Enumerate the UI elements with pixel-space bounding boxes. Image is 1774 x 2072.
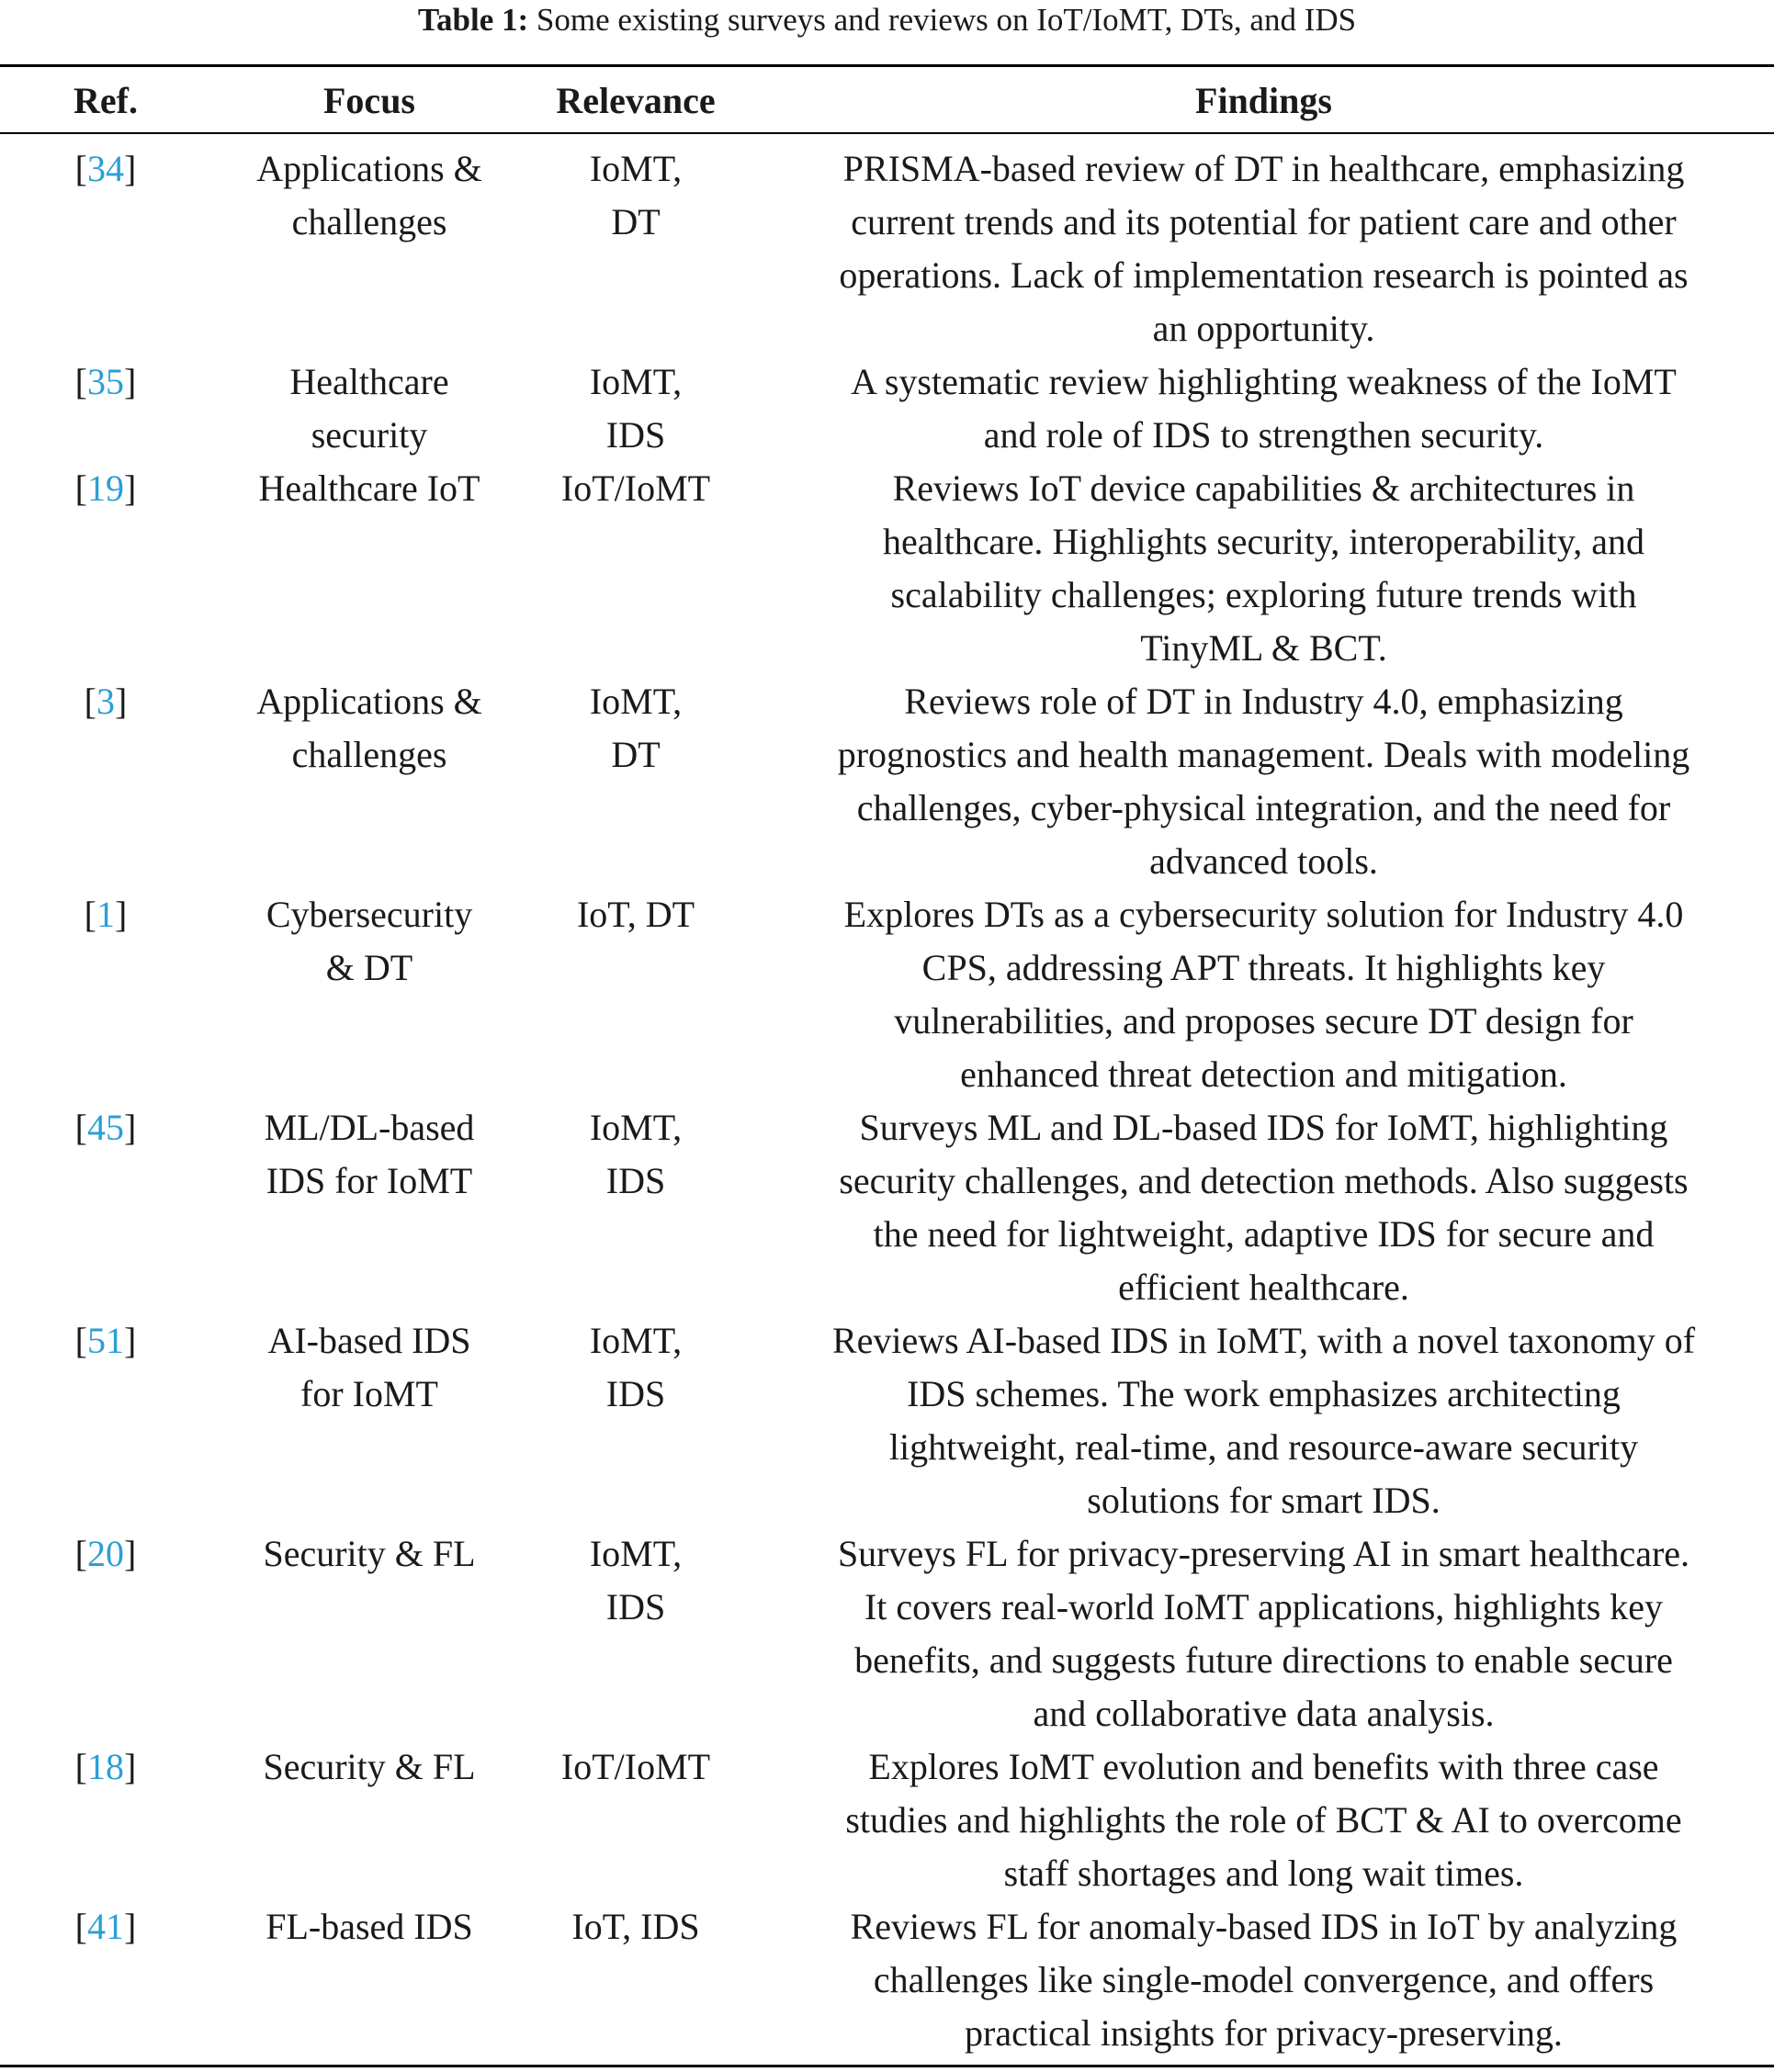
relevance-cell-line: DT xyxy=(611,734,661,775)
ref-cell xyxy=(41,888,170,941)
findings-cell-line: CPS, addressing APT threats. It highlights key xyxy=(921,947,1606,988)
relevance-cell-line: IoMT, xyxy=(589,1533,683,1574)
citation-link[interactable]: 51 xyxy=(87,1320,124,1361)
relevance-cell-line: IoMT, xyxy=(589,148,683,189)
focus-cell xyxy=(220,1527,518,1581)
ref-cell xyxy=(41,1527,170,1581)
findings-cell xyxy=(753,142,1774,355)
relevance-cell-line: IoT/IoMT xyxy=(560,467,711,509)
bracket-close: ] xyxy=(115,681,128,722)
findings-cell-line: PRISMA-based review of DT in healthcare, emphasizing xyxy=(842,148,1685,189)
citation-link[interactable]: 1 xyxy=(96,894,115,935)
table-caption-text: Some existing surveys and reviews on IoT/IoMT, DTs, and IDS xyxy=(536,2,1357,38)
findings-cell-line: advanced tools. xyxy=(1149,840,1378,882)
focus-cell-line: challenges xyxy=(291,734,447,775)
focus-cell-line: Applications & xyxy=(256,681,482,722)
findings-cell-line: A systematic review highlighting weakness of the IoMT xyxy=(851,361,1677,402)
findings-cell-line: benefits, and suggests future directions to enable secure xyxy=(854,1639,1673,1681)
citation-link[interactable]: 18 xyxy=(87,1746,124,1787)
bracket-close: ] xyxy=(124,361,137,402)
relevance-cell-line: IoT/IoMT xyxy=(560,1746,711,1787)
relevance-cell xyxy=(527,888,744,941)
bracket-close: ] xyxy=(124,467,137,509)
citation-link[interactable]: 3 xyxy=(96,681,115,722)
relevance-cell xyxy=(527,462,744,515)
findings-cell xyxy=(753,355,1774,462)
focus-cell-line: security xyxy=(311,414,428,456)
focus-cell-line: Healthcare IoT xyxy=(258,467,480,509)
findings-cell-line: TinyML & BCT. xyxy=(1140,627,1387,669)
citation-link[interactable]: 35 xyxy=(87,361,124,402)
header-rule xyxy=(0,132,1774,134)
bracket-open: [ xyxy=(74,1320,87,1361)
bottom-rule xyxy=(0,2065,1774,2067)
findings-cell-line: security challenges, and detection methods. Also suggests xyxy=(839,1160,1689,1201)
findings-cell-line: Reviews AI-based IDS in IoMT, with a novel taxonomy of xyxy=(831,1320,1696,1361)
focus-cell-line: ML/DL-based xyxy=(264,1107,475,1148)
citation-link[interactable]: 45 xyxy=(87,1107,124,1148)
findings-cell-line: challenges, cyber-physical integration, and the need for xyxy=(856,787,1671,828)
focus-cell-line: Cybersecurity xyxy=(266,894,473,935)
bracket-close: ] xyxy=(124,1107,137,1148)
bracket-close: ] xyxy=(124,148,137,189)
findings-cell-line: IDS schemes. The work emphasizes architecting xyxy=(907,1373,1621,1414)
findings-cell xyxy=(753,1314,1774,1527)
findings-cell xyxy=(753,888,1774,1101)
findings-cell xyxy=(753,1900,1774,2060)
findings-cell-line: Surveys FL for privacy-preserving AI in smart healthcare. xyxy=(837,1533,1690,1574)
focus-cell-line: Security & FL xyxy=(263,1746,476,1787)
ref-cell xyxy=(41,142,170,196)
findings-cell-line: and collaborative data analysis. xyxy=(1033,1693,1495,1734)
focus-cell xyxy=(220,355,518,462)
bracket-open: [ xyxy=(74,361,87,402)
bracket-open: [ xyxy=(74,1533,87,1574)
findings-cell-line: and role of IDS to strengthen security. xyxy=(983,414,1544,456)
findings-cell xyxy=(753,462,1774,675)
citation-link[interactable]: 19 xyxy=(87,467,124,509)
table-caption xyxy=(0,2,1774,39)
citation-link[interactable]: 20 xyxy=(87,1533,124,1574)
findings-cell xyxy=(753,1101,1774,1314)
relevance-cell-line: IoT, DT xyxy=(576,894,695,935)
relevance-cell-line: IoMT, xyxy=(589,1107,683,1148)
focus-cell-line: & DT xyxy=(325,947,413,988)
ref-cell xyxy=(41,1740,170,1794)
bracket-open: [ xyxy=(74,467,87,509)
relevance-cell-line: IoMT, xyxy=(589,1320,683,1361)
relevance-cell-line: DT xyxy=(611,201,661,242)
header-focus: Focus xyxy=(323,80,415,121)
focus-cell xyxy=(220,142,518,249)
header-ref: Ref. xyxy=(73,80,138,121)
relevance-cell-line: IDS xyxy=(605,1373,666,1414)
focus-cell xyxy=(220,1101,518,1208)
findings-cell-line: Reviews role of DT in Industry 4.0, emphasizing xyxy=(904,681,1623,722)
bracket-close: ] xyxy=(124,1320,137,1361)
focus-cell-line: for IoMT xyxy=(300,1373,438,1414)
relevance-cell xyxy=(527,1900,744,1954)
citation-link[interactable]: 41 xyxy=(87,1906,124,1947)
findings-cell-line: challenges like single-model convergence, and offers xyxy=(873,1959,1655,2000)
ref-cell xyxy=(41,675,170,728)
bracket-open: [ xyxy=(74,1107,87,1148)
relevance-cell xyxy=(527,142,744,249)
focus-cell xyxy=(220,1740,518,1794)
relevance-cell xyxy=(527,1314,744,1421)
focus-cell-line: IDS for IoMT xyxy=(266,1160,473,1201)
focus-cell-line: Applications & xyxy=(256,148,482,189)
focus-cell-line: AI-based IDS xyxy=(267,1320,471,1361)
focus-cell xyxy=(220,462,518,515)
header-relevance: Relevance xyxy=(556,80,716,121)
bracket-open: [ xyxy=(84,681,96,722)
ref-cell xyxy=(41,1900,170,1954)
relevance-cell-line: IDS xyxy=(605,1160,666,1201)
top-rule xyxy=(0,64,1774,67)
findings-cell-line: lightweight, real-time, and resource-aware security xyxy=(888,1426,1639,1468)
focus-cell xyxy=(220,1900,518,1954)
relevance-cell xyxy=(527,1101,744,1208)
focus-cell xyxy=(220,1314,518,1421)
relevance-cell xyxy=(527,1527,744,1634)
focus-cell-line: Security & FL xyxy=(263,1533,476,1574)
findings-cell-line: solutions for smart IDS. xyxy=(1087,1480,1441,1521)
bracket-close: ] xyxy=(124,1533,137,1574)
findings-cell-line: vulnerabilities, and proposes secure DT design for xyxy=(894,1000,1633,1042)
table-caption-label: Table 1: xyxy=(417,2,529,38)
focus-cell-line: FL-based IDS xyxy=(266,1906,473,1947)
findings-cell xyxy=(753,1740,1774,1900)
findings-cell-line: the need for lightweight, adaptive IDS for secure and xyxy=(873,1213,1655,1255)
relevance-cell xyxy=(527,675,744,782)
bracket-open: [ xyxy=(74,1906,87,1947)
findings-cell-line: Explores DTs as a cybersecurity solution for Industry 4.0 xyxy=(843,894,1684,935)
ref-cell xyxy=(41,1101,170,1154)
relevance-cell-line: IoT, IDS xyxy=(571,1906,700,1947)
findings-cell xyxy=(753,675,1774,888)
findings-cell-line: practical insights for privacy-preserving. xyxy=(965,2012,1563,2054)
findings-cell-line: staff shortages and long wait times. xyxy=(1003,1852,1524,1894)
relevance-cell xyxy=(527,1740,744,1794)
bracket-close: ] xyxy=(124,1746,137,1787)
findings-cell-line: efficient healthcare. xyxy=(1118,1267,1409,1308)
findings-cell-line: Reviews FL for anomaly-based IDS in IoT by analyzing xyxy=(850,1906,1678,1947)
ref-cell xyxy=(41,462,170,515)
relevance-cell-line: IoMT, xyxy=(589,361,683,402)
focus-cell xyxy=(220,888,518,995)
relevance-cell xyxy=(527,355,744,462)
findings-cell-line: scalability challenges; exploring future trends with xyxy=(890,574,1637,615)
citation-link[interactable]: 34 xyxy=(87,148,124,189)
findings-cell-line: studies and highlights the role of BCT & AI to overcome xyxy=(845,1799,1682,1841)
focus-cell-line: challenges xyxy=(291,201,447,242)
ref-cell xyxy=(41,355,170,409)
findings-cell-line: Surveys ML and DL-based IDS for IoMT, highlighting xyxy=(859,1107,1668,1148)
findings-cell xyxy=(753,1527,1774,1740)
findings-cell-line: Explores IoMT evolution and benefits with three case xyxy=(868,1746,1659,1787)
findings-cell-line: enhanced threat detection and mitigation. xyxy=(960,1053,1567,1095)
findings-cell-line: operations. Lack of implementation research is pointed as xyxy=(839,254,1689,296)
focus-cell xyxy=(220,675,518,782)
findings-cell-line: Reviews IoT device capabilities & architectures in xyxy=(892,467,1635,509)
relevance-cell-line: IDS xyxy=(605,414,666,456)
bracket-open: [ xyxy=(74,1746,87,1787)
findings-cell-line: healthcare. Highlights security, interoperability, and xyxy=(883,521,1644,562)
bracket-close: ] xyxy=(124,1906,137,1947)
focus-cell-line: Healthcare xyxy=(289,361,449,402)
bracket-open: [ xyxy=(84,894,96,935)
findings-cell-line: It covers real-world IoMT applications, highlights key xyxy=(864,1586,1664,1627)
findings-cell-line: prognostics and health management. Deals with modeling xyxy=(837,734,1690,775)
ref-cell xyxy=(41,1314,170,1368)
bracket-close: ] xyxy=(115,894,128,935)
bracket-open: [ xyxy=(74,148,87,189)
relevance-cell-line: IoMT, xyxy=(589,681,683,722)
findings-cell-line: an opportunity. xyxy=(1152,308,1375,349)
relevance-cell-line: IDS xyxy=(605,1586,666,1627)
header-findings: Findings xyxy=(1195,80,1332,121)
findings-cell-line: current trends and its potential for patient care and other xyxy=(851,201,1677,242)
